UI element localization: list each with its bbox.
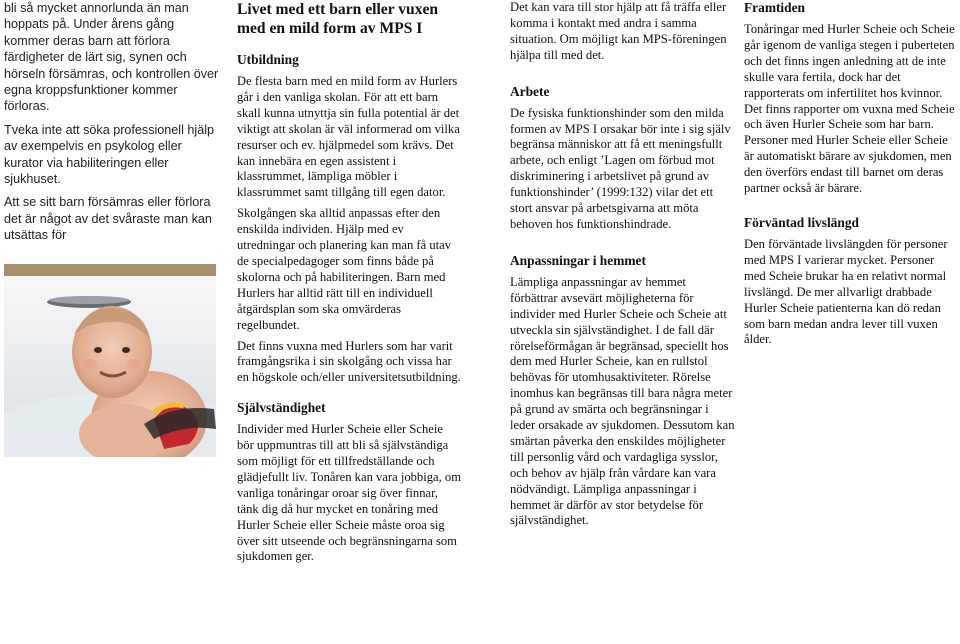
education-paragraph-2: Skolgången ska alltid anpassas efter den enskilda individen. Hjälp med ev utredningar och planering kan man få utav de specialpedagoger som finns både på skolorna och på habiliteringen. Barn med Hurlers har alltid rätt till en individuell åtgärdsplan som ska omvärderas regelbundet. bbox=[237, 206, 452, 332]
column-2 bbox=[237, 0, 462, 570]
contact-paragraph: Det kan vara till stor hjälp att få träffa eller komma i kontakt med andra i samma situation. Om möjligt kan MPS-föreningen hjälpa till med det. bbox=[510, 0, 727, 62]
future-paragraph: Tonåringar med Hurler Scheie och Scheie går igenom de vanliga stegen i puberteten och det finns ingen anledning att de inte skulle vara fertila, dock har det rapporterats om infertilitet hos kvinnor. Det finns rapporter om vuxna med Scheie och även Hurler Scheie som har barn. Personer med Hurler Scheie eller Scheie är automatiskt bärare av sjukdomen, men den överförs endast till barnet om deras partner också är bärare. bbox=[744, 22, 955, 196]
education-paragraph-1: De flesta barn med en mild form av Hurlers går i den vanliga skolan. För att ett barn skall kunna utnyttja sin fulla potential är det viktigt att skolan är väl informerad om vilka resurser och ev. hjälpmedel som krävs. Det kan innebära en egen assistent i klassrummet, lämpliga möbler i klassrummet samt tillgång till egen dator. bbox=[237, 74, 460, 200]
life-expectancy-paragraph: Den förväntade livslängden för personer med MPS I varierar mycket. Personer med Scheie brukar ha en relativt normal livslängd. De mer allvarligt drabbade Hurler Scheie patienterna kan dö redan som barn medan andra lever till vuxen ålder. bbox=[744, 236, 948, 347]
heading-future: Framtiden bbox=[744, 0, 805, 15]
heading-work: Arbete bbox=[510, 83, 550, 99]
column-4 bbox=[744, 0, 958, 353]
education-paragraph-3: Det finns vuxna med Hurlers som har varit framgångsrika i sin skolgång och vissa har en högskole och/eller universitetsutbildning. bbox=[237, 338, 461, 385]
decline-paragraph: Att se sitt barn försämras eller förlora det är något av det svåraste man kan utsättas för bbox=[4, 195, 212, 243]
heading-home-adaptations: Anpassningar i hemmet bbox=[510, 252, 646, 268]
child-bath-photo bbox=[4, 264, 216, 457]
work-paragraph: De fysiska funktionshinder som den milda formen av MPS I orsakar bör inte i sig själv begränsa människor att få ett meningsfullt arbete, och enligt ’Lagen om förbud mot diskriminering i arbetslivet på grund av funktionshinder’ (1999:132) vilar det ett stort ansvar på arbetsgivarna att möta behoven hos funktionshindrade. bbox=[510, 105, 731, 231]
independence-paragraph: Individer med Hurler Scheie eller Scheie bör uppmuntras till att bli så självständiga som möjligt för ett tillfredställande och glädjefullt liv. Tonåren kan vara jobbiga, om vanliga tonåringar oroar sig över finnar, tänk dig då hur mycket en tonåring med Hurler Scheie eller Scheie måste oroa sig över sitt utseende och begränsningarna som sjukdomen ger. bbox=[237, 422, 461, 564]
column-1 bbox=[4, 0, 219, 251]
home-paragraph: Lämpliga anpassningar av hemmet förbättrar avsevärt möjligheterna för individer med Hurler Scheie och Scheie att utveckla sin självständighet. I de fall där rörelseförmågan är begränsad, speciellt hos dem med Hurler Scheie, kan en rullstol behövas för utomhusaktiviteter. Rörelse inomhus kan begränsas till bara några meter på grund av smärta och begränsningar i leder orsakade av sjukdomen. Dessutom kan smärtan påverka den enskildes möjligheter till personlig vård och vardagliga sysslor, och behov av hjälp från vårdare kan vara nödvändigt. Lämpliga anpassningar i hemmet är därför av stor betydelse för självständighet. bbox=[510, 274, 735, 528]
section-title: Livet med ett barn eller vuxen med en mild form av MPS I bbox=[237, 1, 439, 37]
column-3 bbox=[510, 0, 735, 534]
heading-education: Utbildning bbox=[237, 52, 299, 67]
heading-independence: Självständighet bbox=[237, 400, 326, 416]
heading-life-expectancy: Förväntad livslängd bbox=[744, 214, 859, 230]
intro-paragraph: bli så mycket annorlunda än man hoppats på. Under årens gång kommer deras barn att förlora färdigheter de lärt sig, synen och hörseln försämras, och kontrollen över egna kroppsfunktioner kommer förloras. bbox=[4, 1, 219, 114]
help-paragraph: Tveka inte att söka professionell hjälp av exempelvis en psykolog eller kurator via habiliteringen eller sjukhuset. bbox=[4, 122, 215, 187]
